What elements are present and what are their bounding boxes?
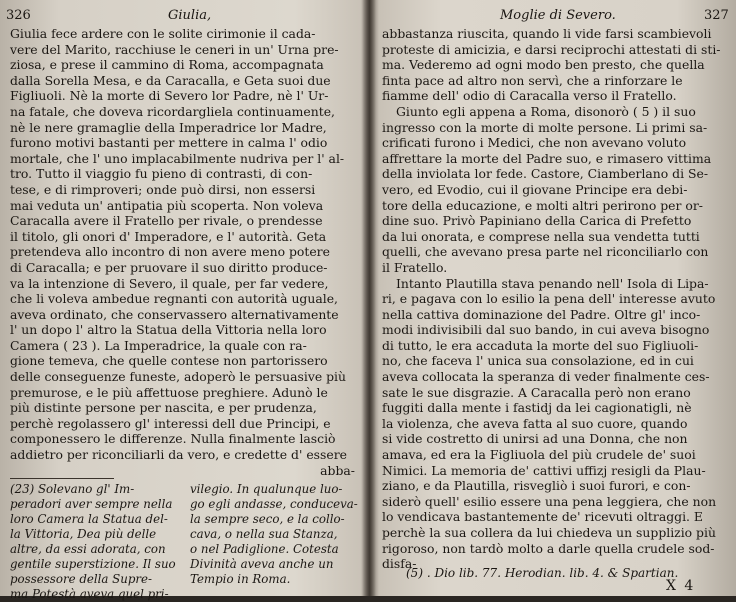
text-line: Nimici. La memoria de' cattivi uffizj resigli da Plau-	[382, 462, 706, 478]
text-line: vero, ed Evodio, cui il giovane Principe era debi-	[382, 181, 688, 197]
text-line: fuggiti dalla mente i fastidj da lei cagionatigli, nè	[382, 400, 692, 416]
text-line: aveva collocata la speranza di veder finalmente ces-	[382, 369, 710, 385]
text-line: modi indivisibili dal suo bando, in cui aveva bisogno	[382, 322, 710, 338]
text-line: amava, ed era la Figliuola del più crudele de' suoi	[382, 447, 696, 463]
text-line: aveva ordinato, che conservassero alternativamente	[10, 306, 339, 322]
text-line: rigoroso, non tardò molto a darle quella crudele sod-	[382, 540, 715, 556]
text-line: (23) Solevano gl' Im-	[10, 482, 135, 496]
text-line: componessero le differenze. Nulla finalmente lasciò	[10, 431, 336, 447]
text-line: la violenza, che aveva fatta al suo cuore, quando	[382, 415, 688, 431]
text-line: altre, da essi adorata, con	[10, 542, 166, 556]
text-line: finta pace ad altro non servì, che a rinforzare le	[382, 72, 683, 88]
text-line: pretendeva allo incontro di non avere meno potere	[10, 244, 330, 260]
text-line: si vide costretto di unirsi ad una Donna, che non	[382, 431, 688, 447]
text-line: sate le sue disgrazie. A Caracalla però non erano	[382, 384, 691, 400]
running-head: Giulia,	[168, 8, 212, 23]
footnote-rule	[10, 478, 114, 479]
text-line: dalla Sorella Mesa, e da Caracalla, e Geta suoi due	[10, 72, 331, 88]
text-line: ziosa, e prese il cammino di Roma, accompagnata	[10, 57, 324, 73]
text-line: perchè la sua collera da lui chiedeva un supplizio più	[382, 525, 716, 540]
text-line: più distinte persone per nascita, e per prudenza,	[10, 400, 317, 416]
text-line: affrettare la morte del Padre suo, e rimasero vittima	[382, 150, 712, 166]
footnote: (5) . Dio lib. 77. Herodian. lib. 4. & Spartian.	[406, 566, 679, 580]
text-line: addietro per riconciliarli da vero, e credette d' essere	[10, 447, 347, 463]
text-line: ma. Vederemo ad ogni modo ben presto, che quella	[382, 57, 705, 73]
page-number: 327	[704, 8, 729, 23]
text-line: quelli, che avevano presa parte nel riconciliarlo con	[382, 244, 709, 260]
text-line: tro. Tutto il viaggio fu pieno di contrasti, di con-	[10, 166, 313, 182]
text-line: la sempre seco, e la collo-	[190, 512, 345, 526]
text-line: l' un dopo l' altro la Statua della Vittoria nella loro	[10, 322, 327, 338]
text-line: perchè regolassero gl' interessi dell due Principi, e	[10, 415, 331, 431]
text-line: loro Camera la Statua del-	[10, 512, 168, 526]
text-line: Tempio in Roma.	[190, 572, 291, 586]
signature-mark: X 4	[666, 578, 696, 594]
text-line: ri, e pagava con lo esilio la pena dell' interesse avuto	[382, 291, 716, 307]
text-line: premurose, e le più affettuose preghiere. Adunò le	[10, 384, 328, 400]
text-line: gione temeva, che quelle contese non partorissero	[10, 353, 328, 369]
text-line: o nel Padiglione. Cotesta	[190, 542, 339, 556]
footnote-column-1	[10, 482, 176, 602]
text-line: proteste di amicizia, e darsi reciprochi attestati di sti-	[382, 41, 721, 57]
text-line: disfa-	[382, 556, 417, 572]
text-line: abbastanza riuscita, quando li vide farsi scambievoli	[382, 26, 712, 41]
text-line: vere del Marito, racchiuse le ceneri in un' Urna pre-	[10, 41, 339, 57]
text-line: go egli andasse, conduceva-	[190, 497, 358, 511]
text-line: Caracalla avere il Fratello per rivale, o prendesse	[10, 213, 323, 229]
text-line: della inviolata lor fede. Castore, Ciamberlano di Se-	[382, 166, 709, 182]
text-line: na fatale, che doveva ricordargliela continuamente,	[10, 103, 335, 119]
text-line: siderò quell' esilio essere una pena leggiera, che non	[382, 493, 717, 509]
text-line: gentile superstizione. Il suo	[10, 557, 176, 571]
text-line: ingresso con la morte di molte persone. Li primi sa-	[382, 119, 708, 135]
text-line: abba-	[320, 462, 355, 478]
text-line: Intanto Plautilla stava penando nell' Isola di Lipa-	[396, 275, 709, 291]
text-line: che li voleva ambedue regnanti con autorità uguale,	[10, 291, 338, 307]
text-line: cava, o nella sua Stanza,	[190, 527, 338, 541]
main-text	[382, 26, 724, 572]
text-line: la Vittoria, Dea più delle	[10, 527, 157, 541]
text-line: ziano, e da Plautilla, risvegliò i suoi furori, e con-	[382, 478, 691, 494]
text-line: tore della educazione, e molti altri perirono per or-	[382, 197, 703, 213]
text-line: furono motivi bastanti per mettere in calma l' odio	[10, 135, 328, 151]
text-line: tese, e di rimproveri; onde può dirsi, non essersi	[10, 181, 316, 197]
text-line: vilegio. In qualunque luo-	[190, 482, 343, 496]
text-line: peradori aver sempre nella	[10, 497, 173, 511]
text-line: va la intenzione di Severo, il quale, per far vedere,	[10, 275, 329, 291]
text-line: Camera ( 23 ). La Imperadrice, la quale con ra-	[10, 337, 307, 353]
page-number: 326	[6, 8, 31, 23]
text-line: di tutto, le era accaduta la morte del suo Figliuoli-	[382, 337, 699, 353]
text-line: fiamme dell' odio di Caracalla verso il Fratello.	[382, 88, 677, 104]
text-line: nella cattiva dominazione del Padre. Oltre gl' inco-	[382, 306, 701, 322]
text-line: delle conseguenze funeste, adoperò le persuasive più	[10, 369, 346, 385]
text-line: nè le nere gramaglie della Imperadrice lor Madre,	[10, 119, 327, 135]
main-text	[10, 26, 355, 478]
text-line: possessore della Supre-	[10, 572, 153, 586]
text-line: Divinità aveva anche un	[190, 557, 334, 571]
left-page	[0, 0, 368, 601]
text-line: dine suo. Privò Papiniano della Carica di Prefetto	[382, 213, 692, 229]
running-head: Moglie di Severo.	[500, 8, 616, 23]
text-line: Figliuoli. Nè la morte di Severo lor Padre, nè l' Ur-	[10, 88, 329, 104]
text-line: no, che faceva l' unica sua consolazione, ed in cui	[382, 353, 694, 369]
text-line: il Fratello.	[382, 259, 448, 275]
text-line: mortale, che l' uno implacabilmente nudriva per l' al-	[10, 150, 345, 166]
text-line: Giunto egli appena a Roma, disonorò ( 5 ) il suo	[396, 103, 696, 119]
text-line: Giulia fece ardere con le solite cirimonie il cada-	[10, 26, 316, 41]
right-page	[370, 0, 736, 596]
footnote-column-2	[190, 482, 358, 587]
text-line: crificati furono i Medici, che non avevano voluto	[382, 135, 687, 151]
text-line: di Caracalla; e per pruovare il suo diritto produce-	[10, 259, 328, 275]
text-line: ma Potestà aveva quel pri-	[10, 587, 169, 601]
text-line: da lui onorata, e comprese nella sua vendetta tutti	[382, 228, 700, 244]
text-line: il titolo, gli onori d' Imperadore, e l' autorità. Geta	[10, 228, 327, 244]
text-line: mai veduta un' antipatia più scoperta. Non voleva	[10, 197, 324, 213]
text-line: lo vendicava bastantemente de' ricevuti oltraggi. E	[382, 509, 703, 525]
